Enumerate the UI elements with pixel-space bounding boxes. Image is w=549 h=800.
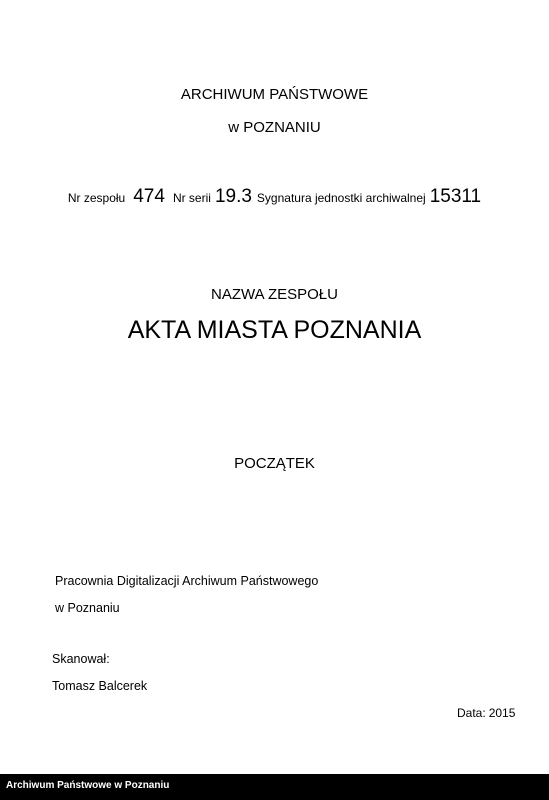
digitization-workshop-city: w Poznaniu (55, 601, 120, 615)
section-label: POCZĄTEK (234, 455, 315, 472)
footer-bar (0, 774, 549, 800)
date-row (457, 706, 515, 720)
scanned-by-label: Skanował: (52, 652, 110, 666)
scanned-by-name: Tomasz Balcerek (52, 679, 148, 693)
fonds-name-label: NAZWA ZESPOŁU (211, 286, 338, 303)
digitization-workshop: Pracownia Digitalizacji Archiwum Państwowego (55, 574, 319, 588)
date-label: Data: (457, 706, 486, 720)
metadata-row (0, 186, 549, 208)
fonds-number-label: Nr zespołu (67, 191, 126, 205)
signature-number: 15311 (429, 186, 482, 207)
archive-city: w POZNANIU (228, 119, 321, 136)
fonds-name: AKTA MIASTA POZNANIA (127, 316, 422, 344)
footer-archive-name: Archiwum Państwowe w Poznaniu (6, 780, 170, 791)
series-number: 19.3 (214, 186, 252, 207)
series-number-label: Nr serii (172, 191, 211, 205)
archive-title: ARCHIWUM PAŃSTWOWE (180, 86, 369, 103)
signature-label: Sygnatura jednostki archiwalnej (256, 191, 426, 205)
fonds-number: 474 (133, 186, 165, 207)
date-value: 2015 (488, 706, 516, 720)
